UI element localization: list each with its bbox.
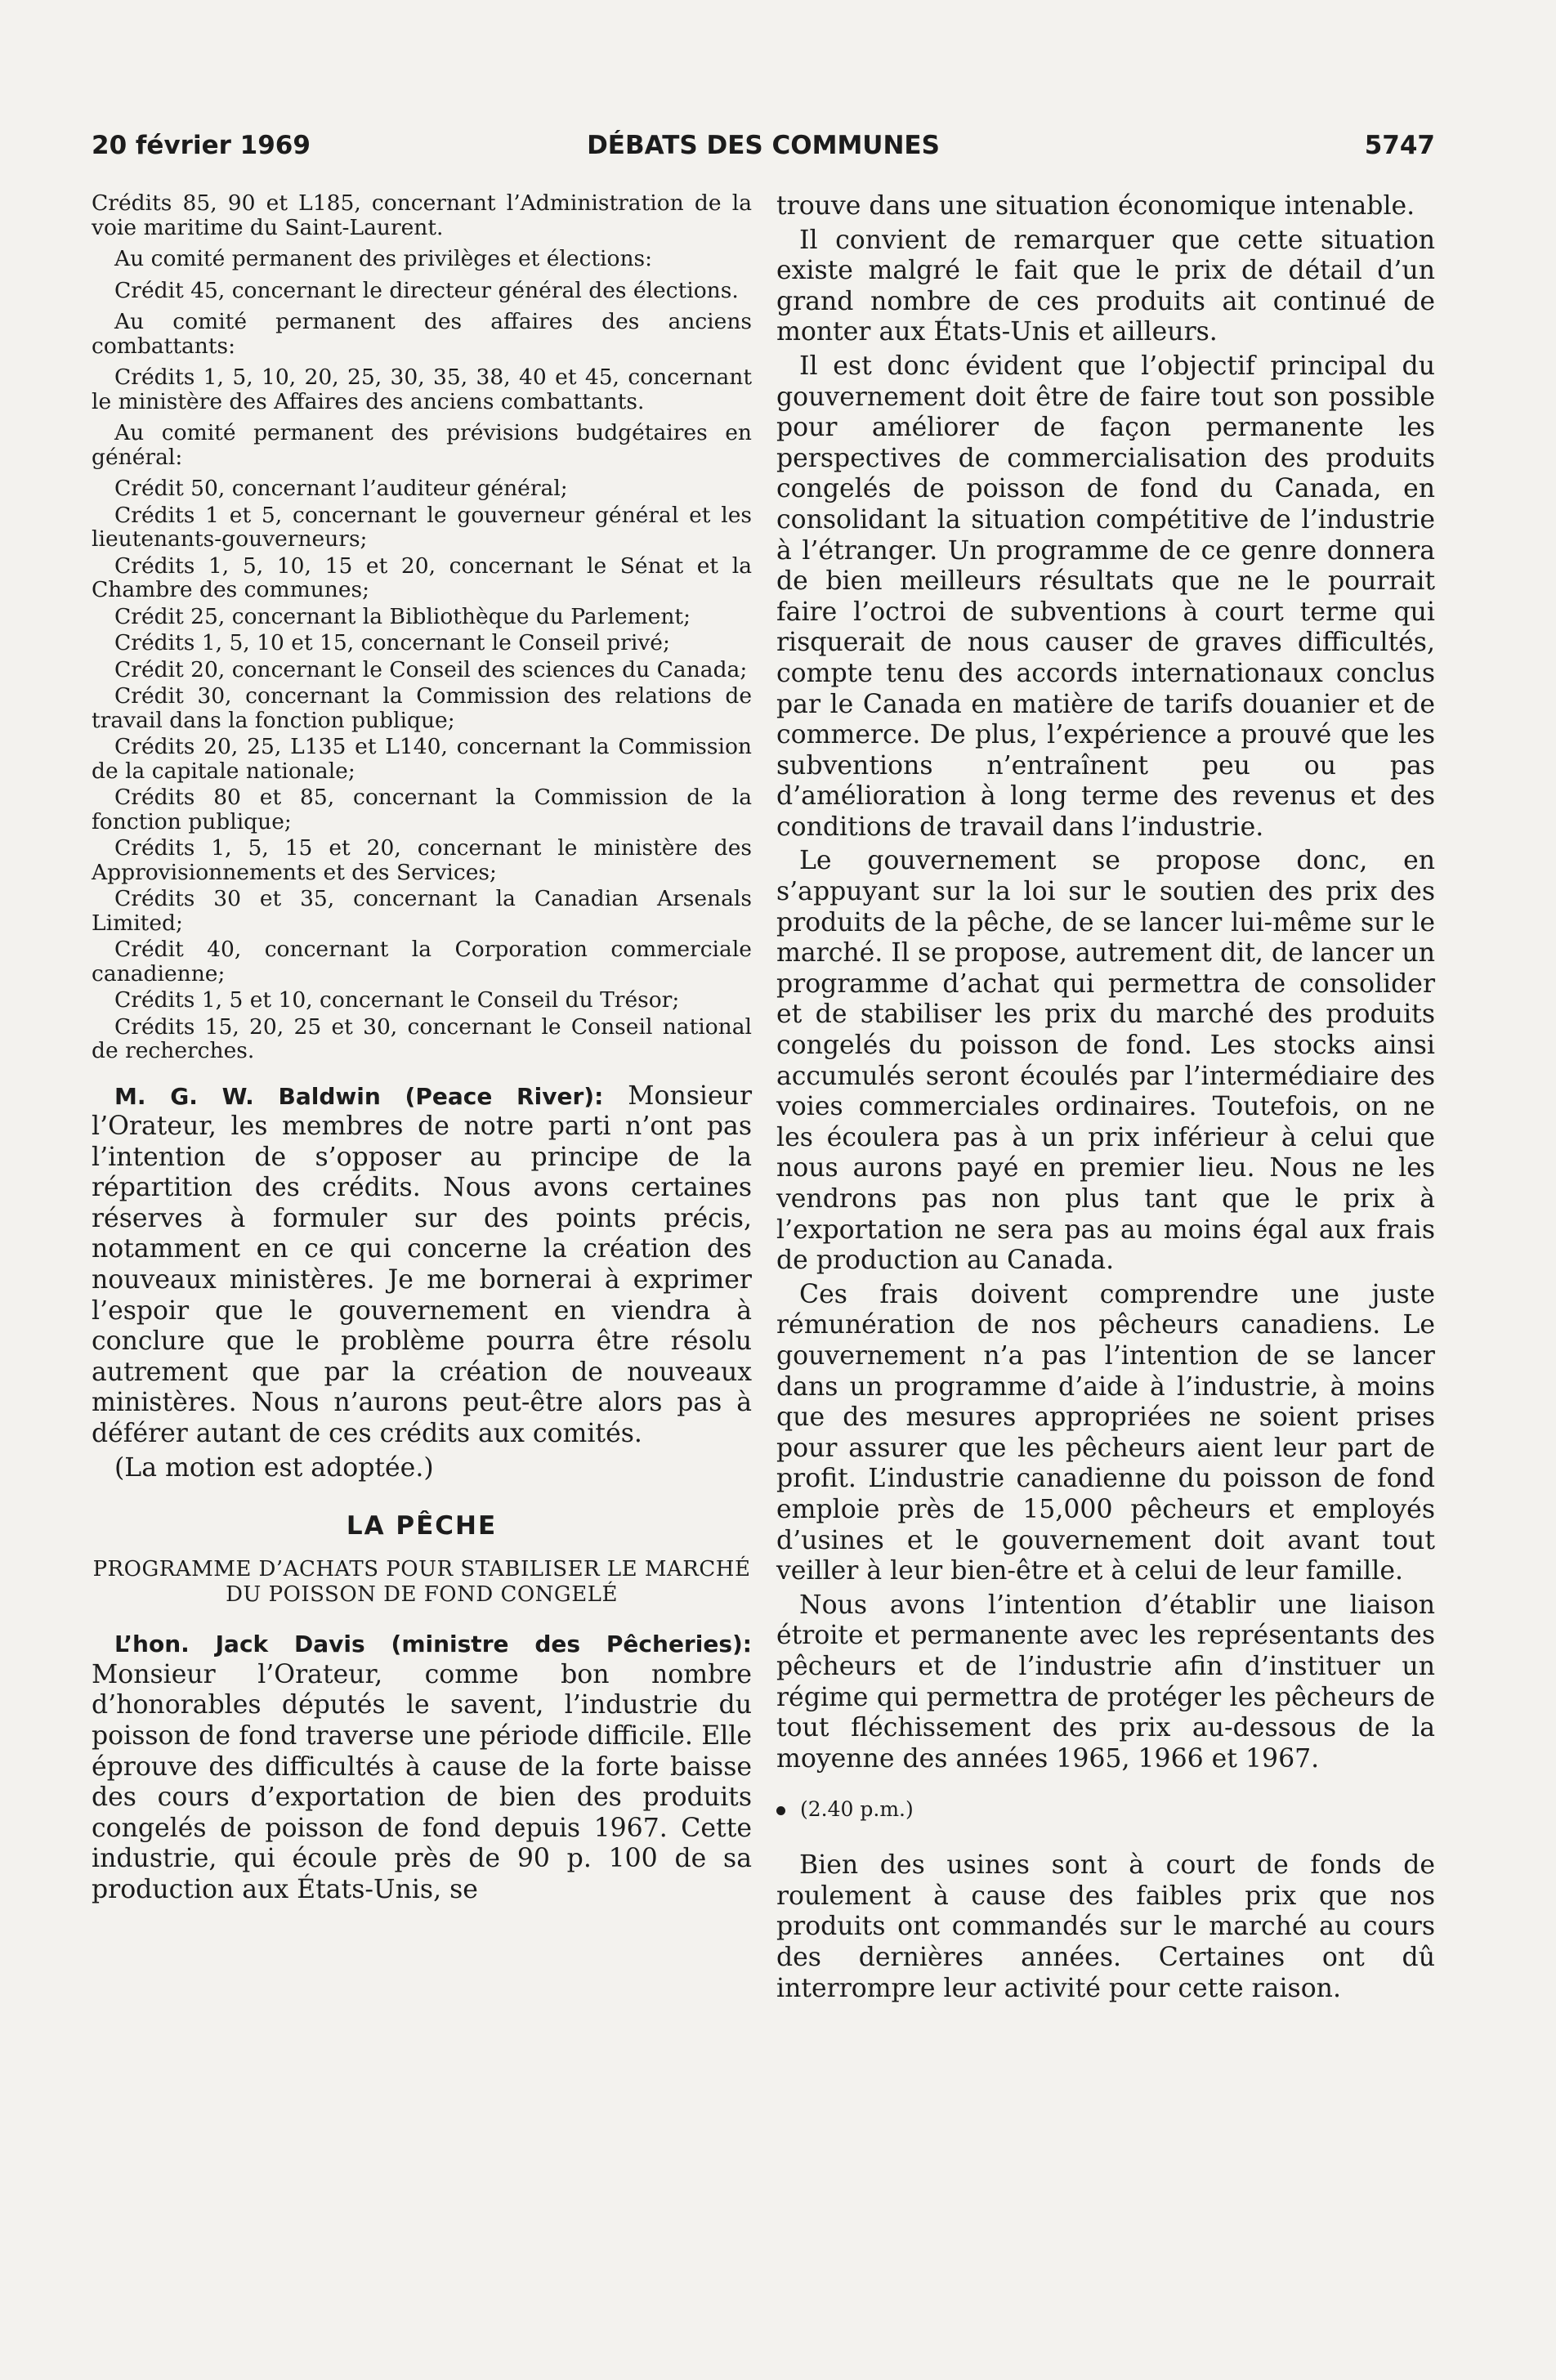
- baldwin-speech: [92, 1081, 752, 1450]
- body-paragraph: Il convient de remarquer que cette situation existe malgré le fait que le prix de détail d’un grand nombre de ces produits ait continué de monter aux États-Unis et ailleurs.: [776, 225, 1435, 347]
- page-number: 5747: [1364, 131, 1435, 160]
- body-paragraph: Nous avons l’intention d’établir une liaison étroite et permanente avec les représentants des pêcheurs et de l’industrie afin d’instituer un régime qui permettra de protéger les pêcheurs de tout fléchissement des prix au-dessous de la moyenne des années 1965, 1966 et 1967.: [776, 1590, 1435, 1774]
- running-header: [92, 131, 1435, 167]
- credits-paragraph: Crédits 1, 5, 15 et 20, concernant le ministère des Approvisionnements et des Services;: [92, 835, 752, 885]
- speech-text: Monsieur l’Orateur, comme bon nombre d’honorables députés le savent, l’industrie du poisson de fond traverse une période difficile. Elle éprouve des difficultés à cause de la forte baisse des cours d’exportation de bien des produits congelés de poisson de fond depuis 1967. Cette industrie, qui écoule près de 90 p. 100 de sa production aux États-Unis, se: [92, 1659, 752, 1904]
- credits-paragraph: Crédits 20, 25, L135 et L140, concernant la Commission de la capitale nationale;: [92, 734, 752, 784]
- header-date: 20 février 1969: [92, 131, 311, 160]
- timestamp: (2.40 p.m.): [800, 1797, 914, 1822]
- credits-paragraph: Crédits 1, 5, 10, 15 et 20, concernant le Sénat et la Chambre des communes;: [92, 552, 752, 602]
- timestamp-marker: [776, 1797, 1435, 1821]
- credits-paragraph: Crédits 30 et 35, concernant la Canadian Arsenals Limited;: [92, 886, 752, 936]
- section-heading: LA PÊCHE: [346, 1511, 498, 1541]
- left-column: [92, 191, 752, 1909]
- credits-paragraph: Crédit 20, concernant le Conseil des sciences du Canada;: [114, 656, 748, 682]
- body-paragraph: Ces frais doivent comprendre une juste rémunération de nos pêcheurs canadiens. Le gouvernement n’a pas l’intention de se lancer dans un programme d’aide à l’industrie, à moins que des mesures appropriées ne soient prises pour assurer que les pêcheurs aient leur part de profit. L’industrie canadienne du poisson de fond emploie près de 15,000 pêcheurs et employés d’usines et le gouvernement doit avant tout veiller à leur bien-être et à celui de leur famille.: [776, 1279, 1435, 1586]
- section-subheading: PROGRAMME D’ACHATS POUR STABILISER LE MARCHÉ DU POISSON DE FOND CONGELÉ: [92, 1557, 751, 1608]
- body-paragraph: Il est donc évident que l’objectif principal du gouvernement doit être de faire tout son possible pour améliorer de façon permanente les perspectives de commercialisation des produits congelés de poisson de fond du Canada, en consolidant la situation compétitive de l’industrie à l’étranger. Un programme de ce genre donnera de bien meilleurs résultats que ne le pourrait faire l’octroi de subventions à court terme qui risquerait de nous causer de graves difficultés, compte tenu des accords internationaux conclus par le Canada en matière de tarifs douanier et de commerce. De plus, l’expérience a prouvé que les subventions n’entraînent peu ou pas d’amélioration à long terme des revenus et des conditions de travail dans l’industrie.: [776, 351, 1435, 842]
- credits-paragraph: Crédit 40, concernant la Corporation commerciale canadienne;: [92, 937, 752, 986]
- body-paragraph: Le gouvernement se propose donc, en s’appuyant sur la loi sur le soutien des prix des produits de la pêche, de se lancer lui-même sur le marché. Il se propose, autrement dit, de lancer un programme d’achat qui permettra de consolider et de stabiliser les prix du marché des produits congelés du poisson de fond. Les stocks ainsi accumulés seront écoulés par l’intermédiaire des voies commerciales ordinaires. Toutefois, on ne les écoulera pas à un prix inférieur à celui que nous aurons payé en premier lieu. Nous ne les vendrons pas non plus tant que le prix à l’exportation ne sera pas au moins égal aux frais de production au Canada.: [776, 846, 1435, 1276]
- speech-text: Monsieur l’Orateur, les membres de notre parti n’ont pas l’intention de s’opposer au principe de la répartition des crédits. Nous avons certaines réserves à formuler sur des points précis, notamment en ce qui concerne la création des nouveaux ministères. Je me bornerai à exprimer l’espoir que le gouvernement en viendra à conclure que le problème pourra être résolu autrement que par la création de nouveaux ministères. Nous n’aurons peut-être alors pas à déférer autant de ces crédits aux comités.: [92, 1080, 752, 1449]
- credits-paragraph: Crédits 1, 5, 10, 20, 25, 30, 35, 38, 40 et 45, concernant le ministère des Affaires des anciens combattants.: [92, 365, 752, 414]
- credits-paragraph: Crédit 50, concernant l’auditeur général;: [114, 476, 568, 501]
- committee-heading: Au comité permanent des prévisions budgétaires en général:: [92, 420, 752, 470]
- committee-heading: Au comité permanent des privilèges et élections:: [114, 246, 653, 271]
- credits-paragraph: Crédits 1 et 5, concernant le gouverneur général et les lieutenants-gouverneurs;: [92, 502, 752, 552]
- credits-paragraph: Crédits 85, 90 et L185, concernant l’Administration de la voie maritime du Saint-Laurent.: [92, 190, 752, 240]
- speaker-name: L’hon. Jack Davis (ministre des Pêcheries):: [114, 1631, 752, 1658]
- credits-paragraph: Crédits 1, 5 et 10, concernant le Conseil du Trésor;: [114, 987, 680, 1013]
- right-column: [776, 191, 1435, 2007]
- credits-paragraph: Crédits 15, 20, 25 et 30, concernant le Conseil national de recherches.: [92, 1013, 752, 1063]
- credits-paragraph: Crédit 30, concernant la Commission des relations de travail dans la fonction publique;: [92, 683, 752, 733]
- header-title: DÉBATS DES COMMUNES: [587, 131, 940, 160]
- body-paragraph: Bien des usines sont à court de fonds de roulement à cause des faibles prix que nos produits ont commandés sur le marché au cours des dernières années. Certaines ont dû interrompre leur activité pour cette raison.: [776, 1850, 1435, 2003]
- davis-speech: [92, 1629, 752, 1905]
- committee-heading: Au comité permanent des affaires des anciens combattants:: [92, 309, 752, 359]
- credits-paragraph: Crédit 45, concernant le directeur général des élections.: [114, 277, 739, 303]
- speaker-name: M. G. W. Baldwin (Peace River):: [114, 1082, 604, 1110]
- credits-paragraph: Crédits 80 et 85, concernant la Commission de la fonction publique;: [92, 785, 752, 834]
- motion-adopted: (La motion est adoptée.): [114, 1452, 434, 1483]
- bullet-icon: [776, 1806, 785, 1815]
- body-paragraph: trouve dans une situation économique intenable.: [776, 191, 1415, 221]
- credits-paragraph: Crédit 25, concernant la Bibliothèque du Parlement;: [114, 603, 691, 629]
- credits-paragraph: Crédits 1, 5, 10 et 15, concernant le Conseil privé;: [114, 630, 670, 655]
